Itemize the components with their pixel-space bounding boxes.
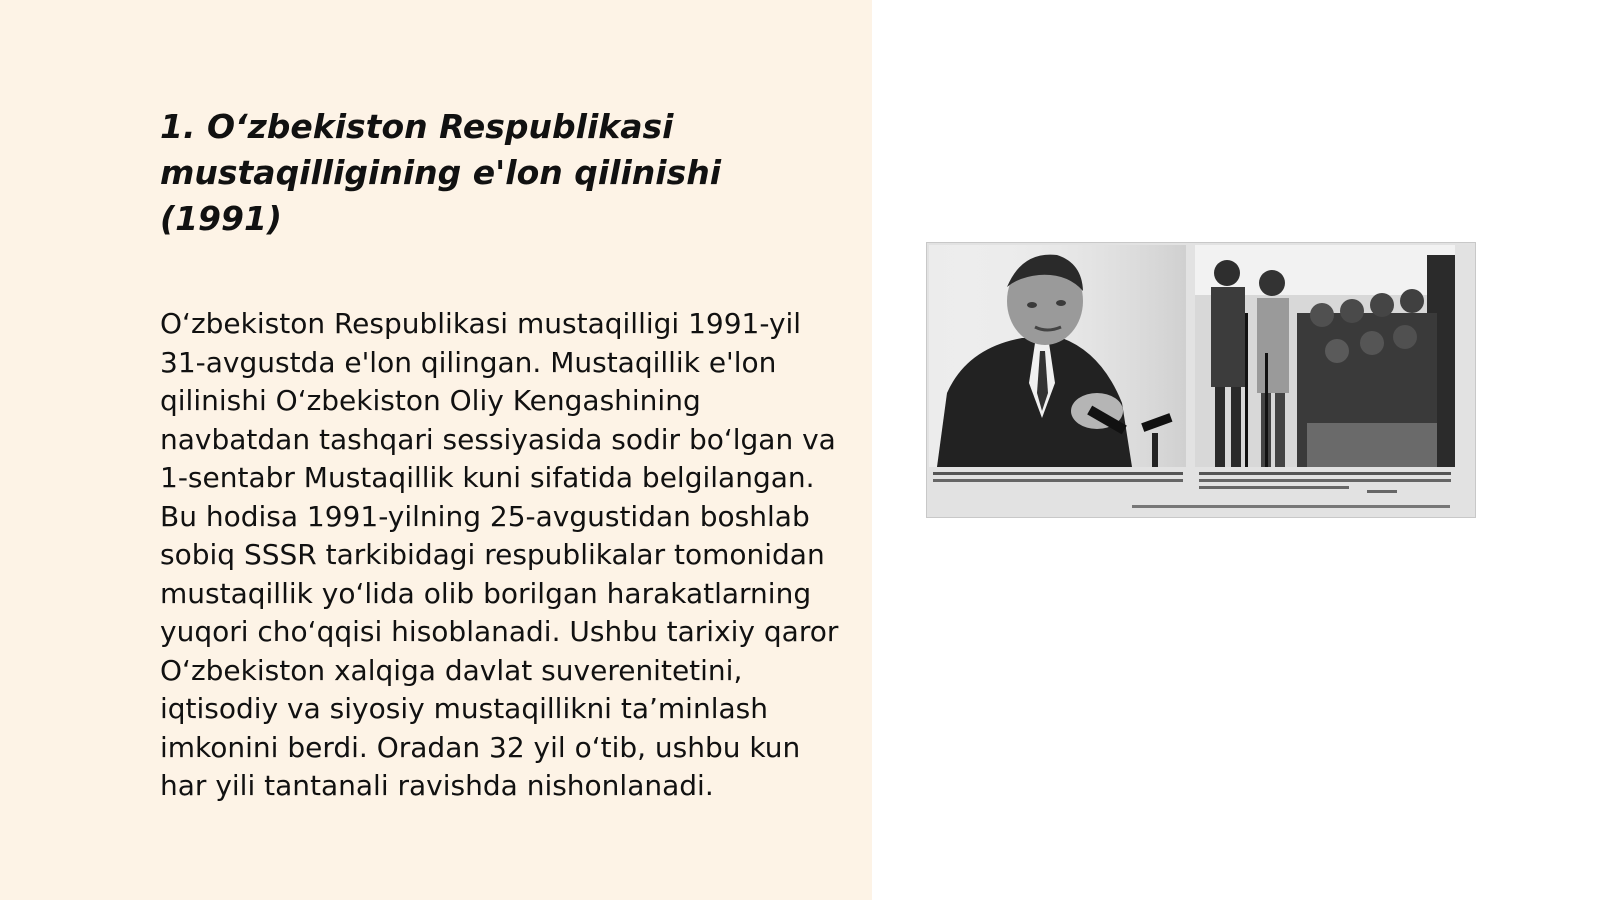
slide-title: 1. O‘zbekiston Respublikasi mustaqilligining e'lon qilinishi (1991) [160, 107, 722, 238]
left-photo [929, 245, 1186, 467]
newspaper-photo-graphic [927, 243, 1475, 517]
right-photo [1195, 245, 1455, 467]
slide-body-text: O‘zbekiston Respublikasi mustaqilligi 1991-yil 31-avgustda e'lon qilingan. Mustaqillik e'lon qilinishi O‘zbekiston Oliy Kengashining navbatdan tashqari sessiyasida sodir bo‘lgan va 1-sentabr Mustaqillik kuni sifatida belgilangan. Bu hodisa 1991-yilning 25-avgustidan boshlab sobiq SSSR tarkibidagi respublikalar tomonidan mustaqillik yo‘lida olib borilgan harakatlarning yuqori cho‘qqisi hisoblanadi. Ushbu tarixiy qaror O‘zbekiston xalqiga davlat suverenitetini, iqtisodiy va siyosiy mustaqillikni ta’minlash imkonini berdi. Oradan 32 yil o‘tib, ushbu kun har yili tantanali ravishda nishonlanadi. [160, 307, 839, 802]
newspaper-photo [926, 242, 1476, 518]
